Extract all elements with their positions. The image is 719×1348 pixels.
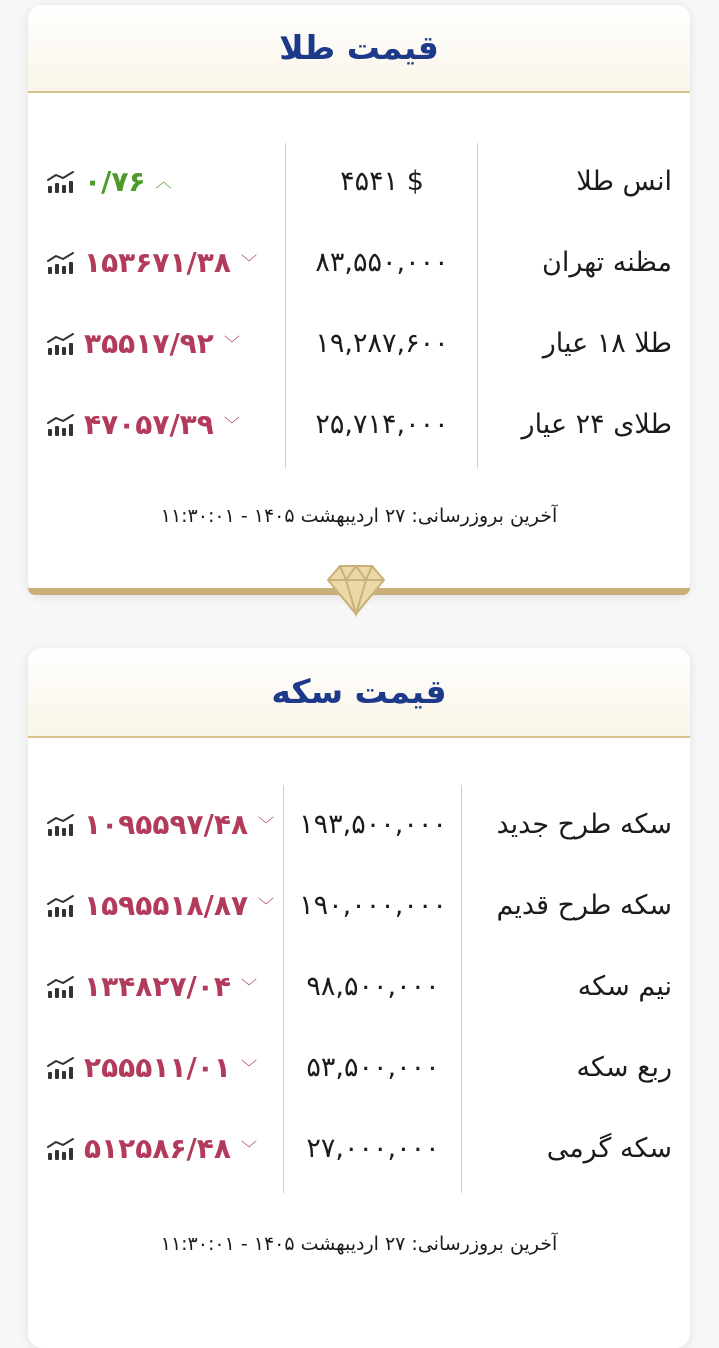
row-label: سکه گرمی [546, 1133, 672, 1164]
row-price: ۲۵,۷۱۴,۰۰۰ [315, 409, 449, 440]
chevron-down-icon: ﹀ [258, 815, 275, 834]
coin-price-title: قیمت سکه [28, 648, 690, 738]
coin-row-new-design[interactable] [28, 795, 690, 855]
row-label: طلای ۲۴ عیار [521, 409, 672, 440]
chevron-up-icon: ︿ [155, 172, 172, 191]
gold-row-24k[interactable] [28, 395, 690, 455]
row-price: ۲۷,۰۰۰,۰۰۰ [306, 1133, 440, 1164]
chevron-down-icon: ﹀ [240, 253, 257, 272]
coin-row-half[interactable] [28, 957, 690, 1017]
change-value: ۳۵۵۱۷/۹۲ [84, 327, 214, 360]
chevron-down-icon: ﹀ [258, 896, 275, 915]
chevron-down-icon: ﹀ [223, 415, 240, 434]
gold-row-18k[interactable] [28, 314, 690, 374]
gold-price-card [28, 5, 690, 595]
row-price: ۱۹۰,۰۰۰,۰۰۰ [299, 890, 447, 921]
change-value: ۲۵۵۵۱۱/۰۱ [84, 1051, 231, 1084]
row-label: نیم سکه [577, 971, 672, 1002]
change-value: ۱۰۹۵۵۹۷/۴۸ [84, 808, 249, 841]
row-price: ۵۳,۵۰۰,۰۰۰ [306, 1052, 440, 1083]
row-label: ربع سکه [576, 1052, 672, 1083]
last-update-text: آخرین بروزرسانی: ۲۷ اردیبهشت ۱۴۰۵ - ۱۱:۳۰:۰۱ [160, 505, 558, 527]
row-label: سکه طرح جدید [496, 809, 672, 840]
row-price: ۱۹۳,۵۰۰,۰۰۰ [299, 809, 447, 840]
row-price: ۹۸,۵۰۰,۰۰۰ [306, 971, 440, 1002]
coin-row-quarter[interactable] [28, 1038, 690, 1098]
change-value: ۴۷۰۵۷/۳۹ [84, 408, 214, 441]
coin-row-old-design[interactable] [28, 876, 690, 936]
row-label: طلا ۱۸ عیار [542, 328, 672, 359]
row-change [46, 395, 240, 455]
row-change [46, 314, 240, 374]
row-change [46, 957, 257, 1017]
chevron-down-icon: ﹀ [240, 1139, 257, 1158]
coin-row-gram[interactable] [28, 1119, 690, 1179]
gold-price-title: قیمت طلا [28, 5, 690, 93]
change-value: ۱۳۴۸۲۷/۰۴ [84, 970, 231, 1003]
bar-chart-trend-icon[interactable] [46, 412, 76, 438]
bar-chart-trend-icon[interactable] [46, 1136, 76, 1162]
gold-row-ounce[interactable] [28, 152, 690, 212]
chevron-down-icon: ﹀ [223, 334, 240, 353]
last-update-text: آخرین بروزرسانی: ۲۷ اردیبهشت ۱۴۰۵ - ۱۱:۳۰:۰۱ [160, 1233, 558, 1255]
bar-chart-trend-icon[interactable] [46, 250, 76, 276]
change-value: ۵۱۲۵۸۶/۴۸ [84, 1132, 231, 1165]
row-label: سکه طرح قدیم [496, 890, 672, 921]
row-label: انس طلا [576, 166, 672, 197]
row-change [46, 1038, 257, 1098]
bar-chart-trend-icon[interactable] [46, 331, 76, 357]
diamond-icon [326, 560, 386, 618]
row-price: ۱۹,۲۸۷,۶۰۰ [315, 328, 449, 359]
bar-chart-trend-icon[interactable] [46, 893, 76, 919]
row-change [46, 233, 257, 293]
row-change [46, 1119, 257, 1179]
change-value: ۰/۷۶ [84, 165, 146, 198]
coin-price-card [28, 648, 690, 1348]
bar-chart-trend-icon[interactable] [46, 169, 76, 195]
row-change [46, 795, 274, 855]
gold-row-mesghal[interactable] [28, 233, 690, 293]
bar-chart-trend-icon[interactable] [46, 974, 76, 1000]
row-price: ۴۵۴۱ $ [340, 166, 424, 197]
change-value: ۱۵۳۶۷۱/۳۸ [84, 246, 231, 279]
bar-chart-trend-icon[interactable] [46, 812, 76, 838]
row-label: مظنه تهران [541, 247, 672, 278]
change-value: ۱۵۹۵۵۱۸/۸۷ [84, 889, 249, 922]
row-price: ۸۳,۵۵۰,۰۰۰ [315, 247, 449, 278]
bar-chart-trend-icon[interactable] [46, 1055, 76, 1081]
row-change [46, 876, 274, 936]
row-change [46, 152, 172, 212]
chevron-down-icon: ﹀ [240, 1058, 257, 1077]
chevron-down-icon: ﹀ [240, 977, 257, 996]
